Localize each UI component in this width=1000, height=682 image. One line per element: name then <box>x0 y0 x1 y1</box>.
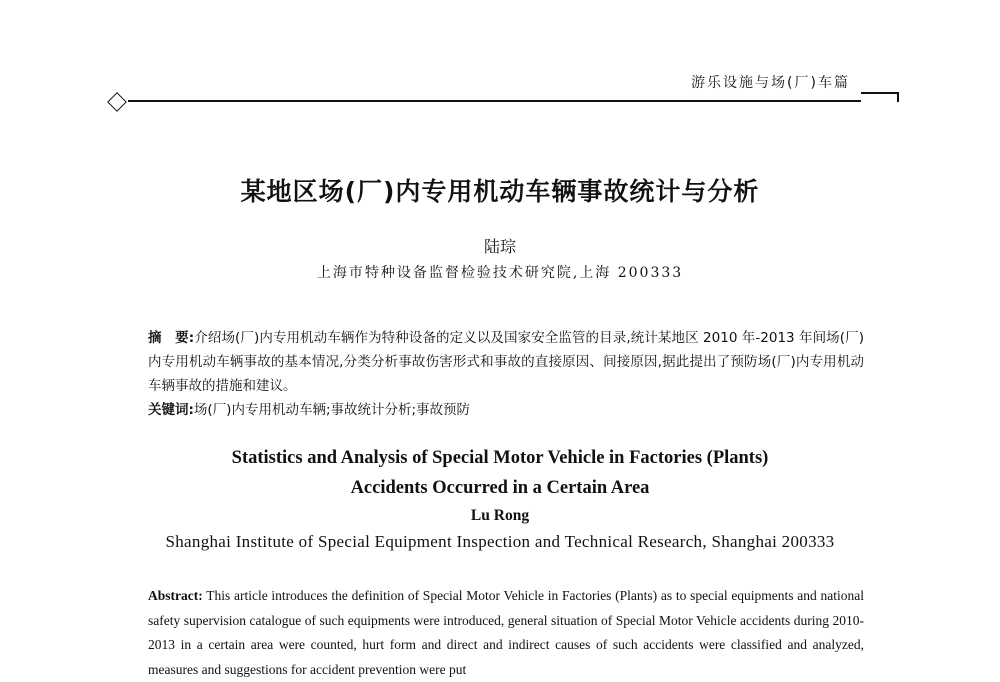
header-rule-main <box>128 100 861 102</box>
running-header: 游乐设施与场(厂)车篇 <box>691 75 850 91</box>
header-rule-right <box>861 92 899 94</box>
diamond-icon <box>107 92 127 112</box>
article-title-en-line2: Accidents Occurred in a Certain Area <box>350 478 650 498</box>
author-cn: 陆琮 <box>483 237 516 256</box>
abstract-en-text: This article introduces the definition of Special Motor Vehicle in Factories (Plants) as to special equipments and national safety supervision catalogue of such equipments were introduced, general situation of Special Motor Vehicle accidents during 2010-2013 in a certain area were counted, hurt form and direct and indirect causes of such accidents were classified and analyzed, measures and suggestions for accident prevention were put <box>148 588 864 677</box>
abstract-cn-label: 摘 要: <box>148 330 195 346</box>
article-title-en-line1: Statistics and Analysis of Special Motor Vehicle in Factories (Plants) <box>231 448 769 468</box>
affiliation-cn: 上海市特种设备监督检验技术研究院,上海 200333 <box>316 265 684 281</box>
abstract-en-label: Abstract: <box>148 588 203 603</box>
keywords-cn-text: 场(厂)内专用机动车辆;事故统计分析;事故预防 <box>193 402 471 418</box>
keywords-cn <box>148 398 864 422</box>
affiliation-en: Shanghai Institute of Special Equipment Inspection and Technical Research, Shanghai 200333 <box>165 532 835 551</box>
author-en: Lu Rong <box>470 507 530 524</box>
abstract-en <box>148 584 864 682</box>
header-rule-tick <box>897 92 899 102</box>
keywords-cn-label: 关键词: <box>148 402 194 418</box>
abstract-cn <box>148 326 864 398</box>
article-title-cn: 某地区场(厂)内专用机动车辆事故统计与分析 <box>240 177 760 206</box>
abstract-cn-text: 介绍场(厂)内专用机动车辆作为特种设备的定义以及国家安全监管的目录,统计某地区 2010 年-2013 年间场(厂)内专用机动车辆事故的基本情况,分类分析事故伤害形式和事故的直接原因、间接原因,据此提出了预防场(厂)内专用机动车辆事故的措施和建议。 <box>148 330 864 394</box>
